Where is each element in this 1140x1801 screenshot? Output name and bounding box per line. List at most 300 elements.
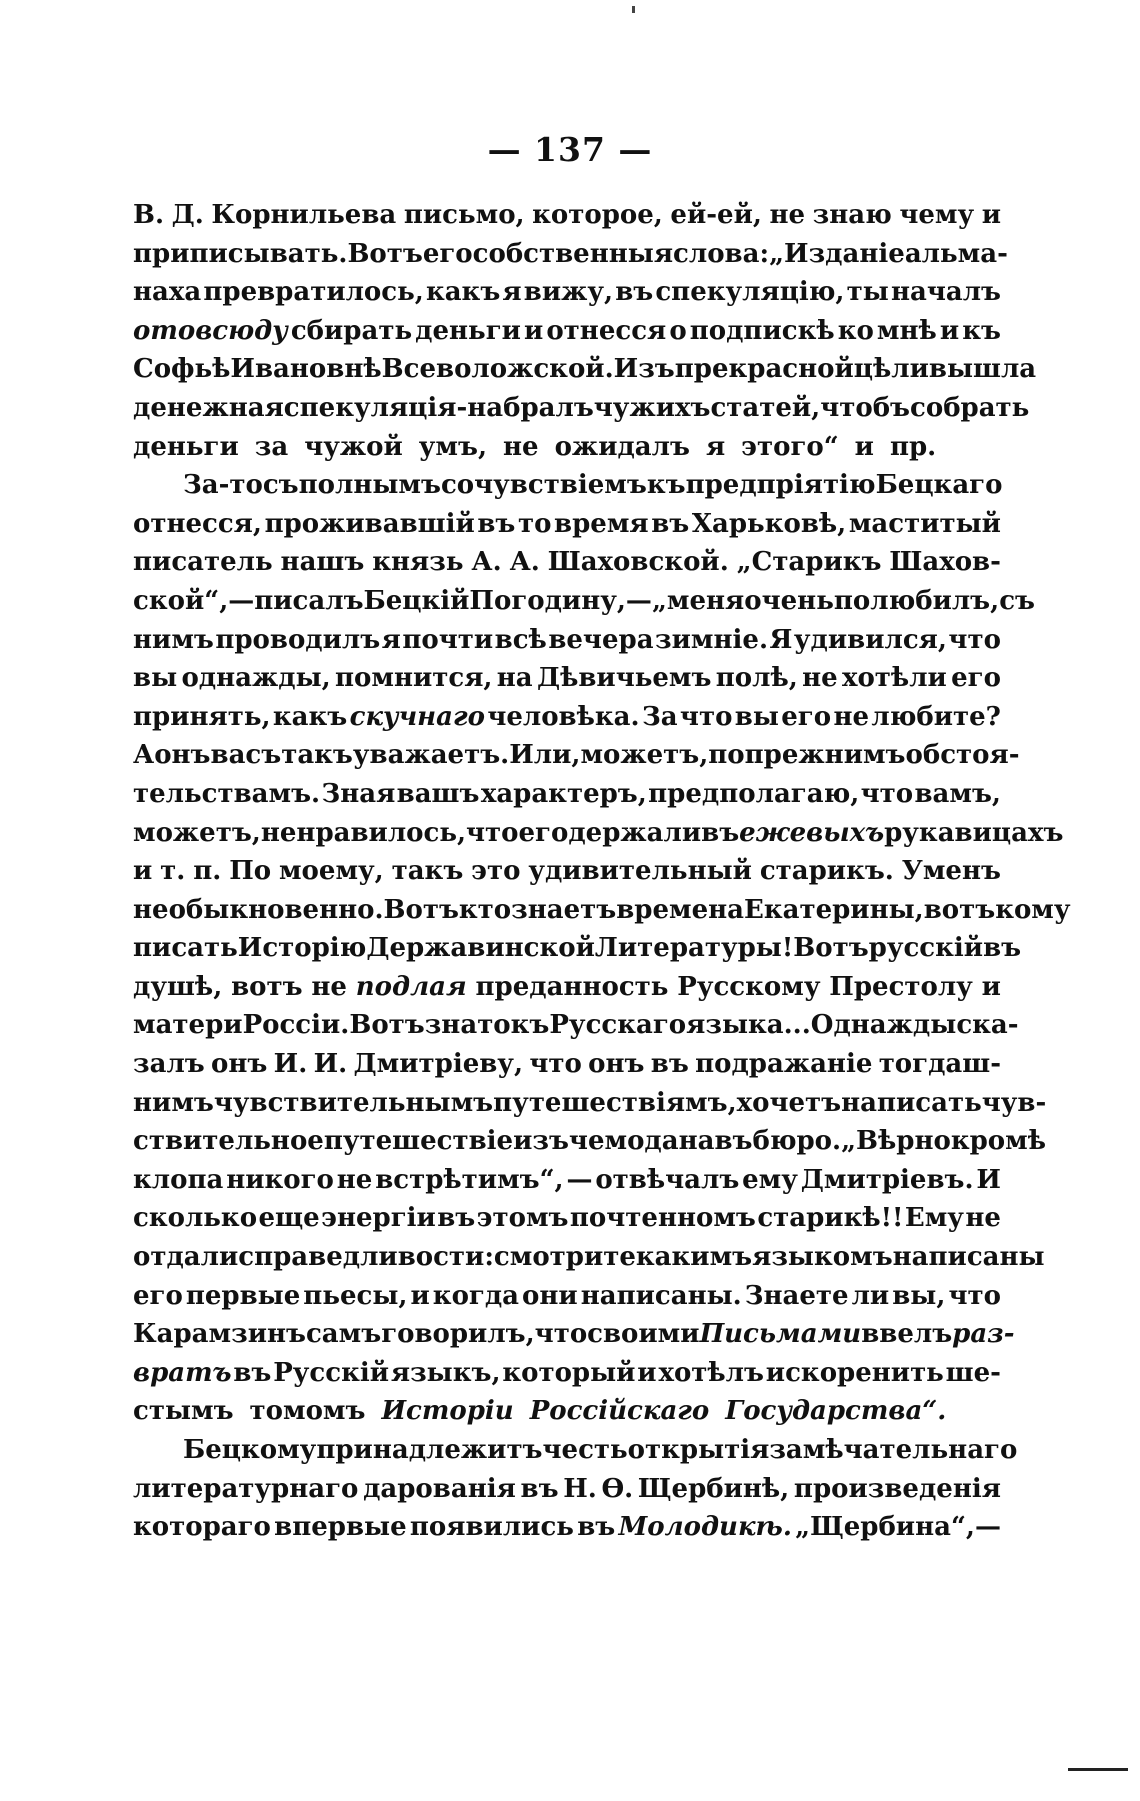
- word: альма-: [904, 238, 1008, 269]
- word: клопа: [133, 1164, 224, 1195]
- word: и: [410, 1280, 430, 1311]
- word: не: [260, 817, 297, 848]
- word: зимніе.: [655, 624, 768, 655]
- word: можетъ,: [580, 740, 709, 771]
- word: въ: [520, 1473, 559, 1504]
- word: вотъ: [231, 971, 303, 1002]
- text-line: [133, 852, 1001, 891]
- word: какъ: [272, 701, 348, 732]
- word: чужихъ: [593, 392, 711, 423]
- word: не: [503, 431, 539, 462]
- text-line: [133, 235, 1008, 274]
- word: сбирать: [290, 315, 413, 346]
- word: „Старикъ: [736, 547, 882, 578]
- text-line: [133, 196, 1001, 235]
- word: Дмитріевъ.: [800, 1164, 974, 1195]
- word: отнесся,: [133, 508, 262, 539]
- word: любите?: [871, 701, 1001, 732]
- text-line: [133, 968, 1001, 1007]
- word: впервые: [274, 1512, 407, 1543]
- word: написаны.: [580, 1280, 742, 1311]
- word: что: [860, 778, 914, 809]
- word: Уменъ: [901, 856, 1001, 887]
- text-line: [133, 1431, 1018, 1470]
- word: ше-: [945, 1357, 1001, 1388]
- body-text: [133, 196, 1071, 1547]
- word: И.: [273, 1049, 308, 1080]
- word: А.: [509, 547, 540, 578]
- word: ему: [742, 1164, 798, 1195]
- word: Державинской: [366, 933, 595, 964]
- footer-rule: [1068, 1768, 1128, 1771]
- word: который: [502, 1357, 636, 1388]
- word: и: [133, 856, 153, 887]
- word: Дѣвичьемъ: [536, 663, 712, 694]
- word: я: [381, 624, 401, 655]
- word: собрать: [910, 392, 1030, 423]
- word: его: [781, 701, 832, 732]
- word: вашъ: [396, 778, 480, 809]
- word: Зная: [321, 778, 396, 809]
- word: въ: [651, 508, 690, 539]
- word: Шахов-: [889, 547, 1001, 578]
- word: Погодину,—: [469, 585, 652, 616]
- word: вышла: [928, 354, 1037, 385]
- word: проводилъ: [215, 624, 381, 655]
- word: вратъ: [133, 1357, 232, 1388]
- word: чему: [899, 200, 975, 230]
- word: произведенія: [793, 1473, 1001, 1504]
- word: деньги: [415, 315, 521, 346]
- word: Русскаго: [549, 1010, 687, 1041]
- word: съ: [999, 585, 1035, 616]
- word: ской“,—писалъ: [133, 585, 364, 616]
- word: не: [336, 1164, 373, 1195]
- word: встрѣтимъ“,: [375, 1164, 564, 1195]
- text-line: [133, 1238, 1045, 1277]
- word: Знаете: [744, 1280, 849, 1311]
- word: вотъ: [923, 894, 996, 925]
- word: искоренить: [765, 1357, 944, 1388]
- word: „Изданіе: [769, 238, 905, 269]
- word: не: [311, 971, 347, 1002]
- word: замѣчательнаго: [769, 1435, 1018, 1465]
- word: знатокъ: [424, 1010, 550, 1041]
- word: справедливости:: [238, 1242, 494, 1273]
- word: Бецкій: [363, 585, 470, 616]
- word: къ: [962, 315, 1001, 346]
- word: изъ: [513, 1126, 569, 1157]
- word: въ: [577, 1512, 616, 1543]
- word: литературнаго: [133, 1473, 359, 1504]
- word: Всеволожской.: [381, 354, 614, 385]
- word: И.: [313, 1049, 348, 1080]
- word: своими: [587, 1319, 700, 1350]
- word: вы: [133, 663, 178, 694]
- word: вечера: [548, 624, 654, 655]
- word: „Вѣрно: [841, 1126, 951, 1157]
- word: письмо,: [403, 200, 525, 230]
- word: мнѣ: [876, 315, 937, 346]
- word: первые: [185, 1280, 301, 1311]
- word: я: [502, 277, 522, 308]
- word: полѣ,: [715, 663, 798, 694]
- text-line: [133, 312, 1001, 351]
- word: что: [466, 817, 519, 848]
- word: рукавицахъ: [884, 817, 1064, 848]
- word: кто: [458, 894, 512, 925]
- word: никого: [226, 1164, 334, 1195]
- word: спекуляцію,: [655, 277, 845, 308]
- word: писать: [133, 933, 238, 964]
- word: какъ: [425, 277, 501, 308]
- text-line: [133, 814, 1064, 853]
- word: что: [529, 1049, 582, 1080]
- word: Россійскаго: [529, 1396, 710, 1427]
- word: Шаховской.: [547, 547, 729, 578]
- word: его: [951, 663, 1001, 694]
- text-line: [133, 891, 1071, 930]
- word: писатель: [133, 547, 273, 578]
- word: уважаетъ.: [352, 740, 510, 771]
- word: приписывать.: [133, 238, 348, 269]
- word: деньги: [133, 431, 239, 462]
- word: бюро.: [752, 1126, 842, 1157]
- word: очень: [744, 585, 834, 616]
- word: появились: [409, 1512, 574, 1543]
- text-line: [133, 350, 1037, 389]
- word: ствительное: [133, 1126, 324, 1157]
- word: —: [566, 1164, 593, 1195]
- word: Однажды: [810, 1010, 957, 1041]
- text-line: [133, 775, 1001, 814]
- word: ко: [837, 315, 874, 346]
- word: говорилъ,: [381, 1319, 535, 1350]
- word: набралъ: [467, 392, 594, 423]
- word: его: [518, 817, 569, 848]
- word: подражаніе: [695, 1049, 873, 1080]
- word: самъ: [305, 1319, 382, 1350]
- word: чув-: [981, 1087, 1047, 1118]
- word: удивительный: [528, 856, 752, 887]
- word: отовсюду: [133, 315, 288, 346]
- word: такъ: [281, 740, 353, 771]
- word: что: [948, 624, 1001, 655]
- word: времена: [616, 894, 745, 925]
- word: ввелъ: [861, 1319, 953, 1350]
- word: стымъ: [133, 1396, 234, 1427]
- word: въ: [437, 1203, 476, 1234]
- word: не: [833, 701, 870, 732]
- word: которое,: [532, 200, 663, 230]
- word: Вотъ: [349, 1010, 425, 1041]
- word: написаны: [892, 1242, 1045, 1273]
- word: языкъ,: [390, 1357, 501, 1388]
- word: ли: [851, 1280, 890, 1311]
- word: залъ: [133, 1049, 205, 1080]
- text-line: [133, 929, 1022, 968]
- text-line: [133, 1045, 1001, 1084]
- word: полюбилъ,: [833, 585, 1000, 616]
- word: кому: [995, 894, 1071, 925]
- word: нравилось,: [296, 817, 467, 848]
- word: это: [471, 856, 521, 887]
- word: старикѣ!!: [757, 1203, 904, 1234]
- word: т.: [160, 856, 186, 887]
- word: -: [456, 392, 468, 423]
- word: и: [637, 1357, 657, 1388]
- word: подлая: [355, 971, 467, 1002]
- word: онъ: [211, 1049, 268, 1080]
- word: я: [705, 431, 726, 462]
- word: что: [534, 1319, 588, 1350]
- word: пр.: [889, 431, 937, 462]
- word: Русскій: [273, 1357, 390, 1388]
- word: За: [641, 701, 678, 732]
- text-line: [133, 621, 1001, 660]
- word: Исторіи: [381, 1396, 514, 1427]
- word: необыкновенно.: [133, 894, 384, 925]
- text-line: [133, 505, 1001, 544]
- print-speck: [632, 6, 635, 13]
- word: Литературы!: [594, 933, 794, 964]
- word: ожидалъ: [554, 431, 690, 462]
- word: однажды,: [181, 663, 331, 694]
- word: Исторію: [237, 933, 367, 964]
- word: нимъ: [133, 1087, 214, 1118]
- word: Вотъ: [347, 238, 423, 269]
- word: этомъ: [476, 1203, 569, 1234]
- word: ей-ей,: [670, 200, 762, 230]
- text-line: [133, 659, 1001, 698]
- word: Щербинѣ,: [637, 1473, 790, 1504]
- text-line: [133, 1508, 1001, 1547]
- word: что: [948, 1280, 1001, 1311]
- word: Государства“.: [725, 1396, 947, 1427]
- word: томомъ: [249, 1396, 366, 1427]
- word: написать: [841, 1087, 982, 1118]
- word: удивился,: [793, 624, 947, 655]
- word: обстоя-: [905, 740, 1020, 771]
- word: Бецкаго: [875, 470, 1003, 501]
- word: цѣли: [853, 354, 929, 385]
- word: нашъ: [280, 547, 365, 578]
- word: онъ: [588, 1049, 645, 1080]
- word: проживавшій: [264, 508, 475, 539]
- word: Д.: [171, 200, 204, 230]
- word: сочувствіемъ: [440, 470, 647, 501]
- word: подпискѣ: [689, 315, 835, 346]
- word: денежная: [133, 392, 284, 423]
- page-number: — 137 —: [487, 130, 653, 169]
- word: за: [254, 431, 289, 462]
- word: Вотъ: [383, 894, 459, 925]
- word: Карамзинъ: [133, 1319, 306, 1350]
- text-line: [133, 389, 1030, 428]
- word: В.: [133, 200, 165, 230]
- word: собственныя: [472, 238, 674, 269]
- word: нимъ: [133, 624, 214, 655]
- word: принять,: [133, 701, 271, 732]
- word: въ: [701, 817, 740, 848]
- word: помнится,: [334, 663, 493, 694]
- word: Ивановнѣ: [230, 354, 382, 385]
- word: Изъ: [613, 354, 675, 385]
- word: „меня: [651, 585, 745, 616]
- word: по: [708, 740, 745, 771]
- word: вы: [734, 701, 779, 732]
- word: къ: [646, 470, 686, 501]
- word: характеръ,: [480, 778, 647, 809]
- word: и: [854, 431, 874, 462]
- word: А.: [471, 547, 502, 578]
- text-line: [133, 1315, 1015, 1354]
- word: съ: [262, 470, 299, 501]
- word: этого“: [741, 431, 839, 462]
- word: И: [976, 1164, 1001, 1195]
- text-line: [133, 582, 1035, 621]
- text-line: [133, 1122, 1047, 1161]
- word: открытія: [627, 1435, 770, 1465]
- word: прежнимъ: [744, 740, 906, 771]
- word: языка...: [686, 1010, 811, 1041]
- word: русскій: [868, 933, 984, 964]
- word: статей,: [710, 392, 821, 423]
- word: тогдаш-: [878, 1049, 1001, 1080]
- word: ты: [846, 277, 889, 308]
- word: спекуляція: [283, 392, 457, 423]
- word: онъ: [154, 740, 211, 771]
- word: хотѣлъ: [658, 1357, 764, 1388]
- word: Бецкому: [183, 1435, 317, 1465]
- word: скучнаго: [349, 701, 485, 732]
- word: вижу,: [523, 277, 614, 308]
- word: и: [939, 315, 960, 346]
- word: не: [802, 663, 838, 694]
- word: Екатерины,: [744, 894, 924, 925]
- word: пьесы,: [303, 1280, 408, 1311]
- word: знаетъ: [511, 894, 617, 925]
- word: чувствительнымъ: [213, 1087, 494, 1118]
- word: Я: [769, 624, 793, 655]
- word: предпріятію: [685, 470, 876, 501]
- word: путешествіе: [323, 1126, 514, 1157]
- word: матери: [133, 1010, 243, 1041]
- word: ска-: [956, 1010, 1019, 1041]
- word: какимъ: [635, 1242, 753, 1273]
- word: дарованія: [363, 1473, 516, 1504]
- word: языкомъ: [752, 1242, 893, 1273]
- text-line: [133, 1199, 1001, 1238]
- text-line: [133, 543, 1001, 582]
- word: князь: [372, 547, 464, 578]
- word: не: [769, 200, 806, 230]
- word: хотѣли: [841, 663, 947, 694]
- word: моему,: [278, 856, 384, 887]
- word: тельствамъ.: [133, 778, 321, 809]
- word: почти: [402, 624, 494, 655]
- word: Ѳ.: [601, 1473, 634, 1504]
- text-line: [133, 1006, 1019, 1045]
- text-line: [133, 428, 1001, 467]
- word: отнесся: [546, 315, 667, 346]
- word: полнымъ: [298, 470, 441, 501]
- word: отдали: [133, 1242, 239, 1273]
- word: Н.: [563, 1473, 597, 1504]
- word: ежевыхъ: [739, 817, 885, 848]
- word: и: [523, 315, 544, 346]
- word: почтенномъ: [569, 1203, 756, 1234]
- word: его: [422, 238, 473, 269]
- text-line: [133, 736, 1020, 775]
- text-line: [133, 1161, 1001, 1200]
- text-line: [133, 1470, 1001, 1509]
- word: Русскому: [677, 971, 821, 1002]
- word: можетъ,: [133, 817, 261, 848]
- word: Софьѣ: [133, 354, 231, 385]
- word: п.: [193, 856, 222, 887]
- word: держали: [568, 817, 702, 848]
- word: преданность: [475, 971, 669, 1002]
- text-line: [133, 1084, 1047, 1123]
- word: Корнильева: [211, 200, 397, 230]
- text-line: [133, 698, 1001, 737]
- word: отвѣчалъ: [595, 1164, 740, 1195]
- word: Дмитріеву,: [353, 1049, 524, 1080]
- word: Харьковѣ,: [691, 508, 847, 539]
- word: Вотъ: [793, 933, 869, 964]
- word: энергіи: [321, 1203, 436, 1234]
- word: За-то: [183, 470, 263, 501]
- word: что: [679, 701, 733, 732]
- word: въ: [650, 1049, 689, 1080]
- word: честь: [542, 1435, 628, 1465]
- word: По: [229, 856, 272, 887]
- word: когда: [432, 1280, 520, 1311]
- word: Или,: [509, 740, 581, 771]
- word: „Щербина“,—: [795, 1512, 1001, 1543]
- word: маститый: [848, 508, 1001, 539]
- word: котораго: [133, 1512, 271, 1543]
- word: о: [669, 315, 687, 346]
- text-line: [133, 466, 1001, 505]
- word: кромѣ: [950, 1126, 1047, 1157]
- word: такъ: [391, 856, 464, 887]
- word: въ: [714, 1126, 753, 1157]
- word: сколько: [133, 1203, 258, 1234]
- text-line: [133, 273, 1001, 312]
- word: А: [133, 740, 155, 771]
- word: еще: [258, 1203, 320, 1234]
- word: вы,: [892, 1280, 946, 1311]
- word: то: [517, 508, 552, 539]
- text-line: [133, 1392, 1001, 1431]
- word: въ: [477, 508, 516, 539]
- word: старикъ.: [759, 856, 894, 887]
- word: предполагаю,: [648, 778, 860, 809]
- word: наха: [133, 277, 202, 308]
- word: раз-: [952, 1319, 1015, 1350]
- word: чужой: [304, 431, 403, 462]
- word: душѣ,: [133, 971, 223, 1002]
- word: не: [965, 1203, 1001, 1234]
- word: время: [554, 508, 649, 539]
- word: они: [522, 1280, 578, 1311]
- word: путешествіямъ,: [493, 1087, 737, 1118]
- word: чемодана: [568, 1126, 715, 1157]
- word: всѣ: [494, 624, 547, 655]
- word: его: [133, 1280, 183, 1311]
